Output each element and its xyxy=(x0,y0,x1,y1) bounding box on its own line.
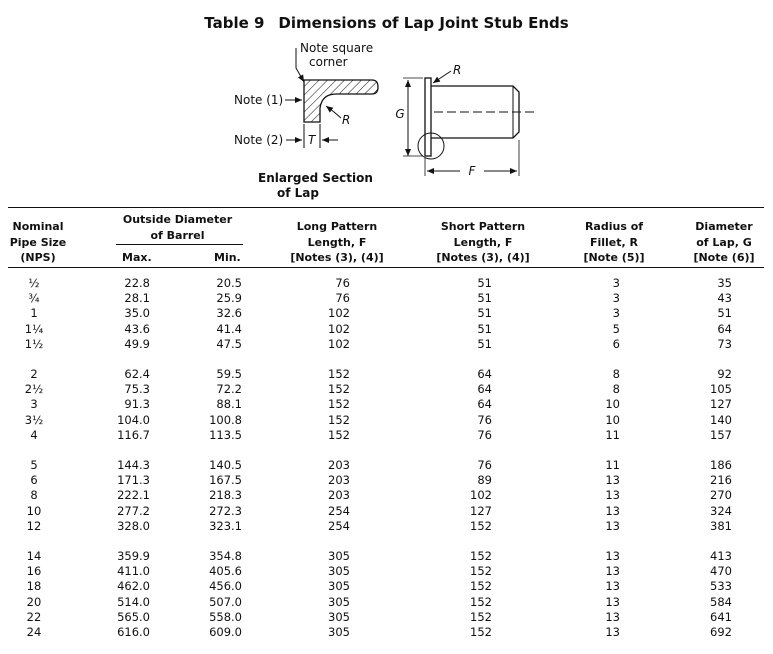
long-pattern-cell: 305 xyxy=(328,549,350,563)
od-max-cell: 411.0 xyxy=(117,564,150,579)
caption-line1: Enlarged Section xyxy=(258,171,373,185)
note-1-label: Note (1) xyxy=(234,93,284,107)
header-fillet-radius: Radius of Fillet, R [Note (5)] xyxy=(583,220,645,264)
od-group-rule xyxy=(116,244,243,245)
nps-cell: ¾ xyxy=(28,291,40,306)
nps-cell: 3½ xyxy=(24,412,44,427)
od-max-cell: 62.4 xyxy=(124,367,150,381)
header-lap-diameter: Diameter of Lap, G [Note (6)] xyxy=(693,220,755,264)
fillet-radius-cell: 3 xyxy=(612,276,620,290)
od-min-cell: 41.4 xyxy=(216,321,242,336)
short-pattern-cell: 127 xyxy=(470,503,492,518)
lap-diameter-g-label: G xyxy=(395,107,405,121)
long-pattern-cell: 305 xyxy=(328,625,350,639)
long-pattern-cell: 305 xyxy=(328,594,350,609)
table-title-text: Dimensions of Lap Joint Stub Ends xyxy=(278,14,569,32)
nps-cell: 8 xyxy=(30,488,38,503)
table-top-rule xyxy=(8,207,764,208)
nps-cell: 22 xyxy=(26,609,42,624)
nps-cell: 14 xyxy=(26,549,42,563)
short-pattern-cell: 51 xyxy=(477,336,492,351)
fillet-radius-cell: 3 xyxy=(612,291,620,306)
length-f-label: F xyxy=(468,164,476,178)
lap-diameter-cell: 470 xyxy=(710,564,732,579)
note-square-line1: Note square xyxy=(300,41,374,55)
nps-cell: 24 xyxy=(26,625,42,639)
od-min-cell: 59.5 xyxy=(216,367,242,381)
header-nps: Nominal Pipe Size (NPS) xyxy=(9,220,67,264)
fillet-radius-cell: 8 xyxy=(612,382,620,397)
thickness-t-label: T xyxy=(308,133,316,147)
lap-diameter-cell: 35 xyxy=(717,276,732,290)
long-pattern-cell: 305 xyxy=(328,609,350,624)
nps-cell: 2 xyxy=(30,367,38,381)
od-min-cell: 140.5 xyxy=(209,458,242,472)
fillet-radius-cell: 5 xyxy=(612,321,620,336)
short-pattern-cell: 152 xyxy=(470,518,492,533)
table-number: Table 9 xyxy=(204,14,265,32)
lap-diameter-cell: 51 xyxy=(717,306,732,321)
lap-diameter-cell: 64 xyxy=(717,321,732,336)
short-pattern-cell: 64 xyxy=(477,382,492,397)
od-max-cell: 144.3 xyxy=(117,458,150,472)
long-pattern-cell: 152 xyxy=(328,397,350,412)
lap-diameter-cell: 43 xyxy=(717,291,732,306)
long-pattern-cell: 203 xyxy=(328,458,350,472)
short-pattern-cell: 51 xyxy=(477,291,492,306)
fillet-radius-cell: 13 xyxy=(605,488,620,503)
lap-diameter-cell: 533 xyxy=(710,579,732,594)
fillet-radius-cell: 6 xyxy=(612,336,620,351)
od-max-cell: 616.0 xyxy=(117,625,150,639)
lap-diameter-cell: 692 xyxy=(710,625,732,639)
lap-diameter-cell: 324 xyxy=(710,503,732,518)
od-min-cell: 100.8 xyxy=(209,412,242,427)
short-pattern-cell: 76 xyxy=(477,458,492,472)
od-min-cell: 558.0 xyxy=(209,609,242,624)
od-min-cell: 218.3 xyxy=(209,488,242,503)
od-min-cell: 47.5 xyxy=(216,336,242,351)
header-od-group: Outside Diameter of Barrel xyxy=(122,213,233,242)
od-max-cell: 43.6 xyxy=(124,321,150,336)
od-min-cell: 25.9 xyxy=(216,291,242,306)
fillet-radius-cell: 10 xyxy=(605,397,620,412)
od-max-cell: 328.0 xyxy=(117,518,150,533)
short-pattern-cell: 51 xyxy=(477,306,492,321)
stub-end-figure xyxy=(0,0,773,210)
nps-cell: 1¼ xyxy=(24,321,44,336)
short-pattern-cell: 102 xyxy=(470,488,492,503)
long-pattern-cell: 76 xyxy=(335,276,350,290)
od-min-cell: 272.3 xyxy=(209,503,242,518)
fillet-radius-cell: 11 xyxy=(605,458,620,472)
short-pattern-cell: 89 xyxy=(477,473,492,488)
fillet-radius-cell: 11 xyxy=(605,427,620,442)
nps-cell: 20 xyxy=(26,594,42,609)
long-pattern-cell: 203 xyxy=(328,488,350,503)
note-2-label: Note (2) xyxy=(234,133,284,147)
header-od-min: Min. xyxy=(214,251,241,264)
od-max-cell: 104.0 xyxy=(117,412,150,427)
long-pattern-cell: 152 xyxy=(328,412,350,427)
short-pattern-cell: 64 xyxy=(477,397,492,412)
long-pattern-cell: 305 xyxy=(328,579,350,594)
od-max-cell: 277.2 xyxy=(117,503,150,518)
short-pattern-cell: 51 xyxy=(477,321,492,336)
caption-line2: of Lap xyxy=(277,186,319,200)
nps-cell: 4 xyxy=(30,427,38,442)
long-pattern-cell: 102 xyxy=(328,336,350,351)
fillet-radius-cell: 13 xyxy=(605,518,620,533)
short-pattern-cell: 152 xyxy=(470,609,492,624)
od-max-cell: 462.0 xyxy=(117,579,150,594)
fillet-radius-cell: 13 xyxy=(605,594,620,609)
long-pattern-cell: 305 xyxy=(328,564,350,579)
lap-diameter-cell: 186 xyxy=(710,458,732,472)
od-max-cell: 565.0 xyxy=(117,609,150,624)
od-min-cell: 88.1 xyxy=(216,397,242,412)
od-min-cell: 354.8 xyxy=(209,549,242,563)
od-max-cell: 116.7 xyxy=(117,427,150,442)
fillet-radius-cell: 13 xyxy=(605,564,620,579)
od-min-cell: 72.2 xyxy=(216,382,242,397)
nps-cell: 16 xyxy=(26,564,42,579)
lap-diameter-cell: 641 xyxy=(710,609,732,624)
fillet-radius-cell: 13 xyxy=(605,503,620,518)
short-pattern-cell: 64 xyxy=(477,367,492,381)
od-min-cell: 167.5 xyxy=(209,473,242,488)
fillet-radius-cell: 13 xyxy=(605,625,620,639)
od-min-cell: 20.5 xyxy=(216,276,242,290)
nps-cell: 1½ xyxy=(24,336,44,351)
radius-r-label: R xyxy=(453,63,462,77)
nps-cell: 10 xyxy=(26,503,42,518)
long-pattern-cell: 102 xyxy=(328,306,350,321)
short-pattern-cell: 76 xyxy=(477,427,492,442)
od-max-cell: 91.3 xyxy=(124,397,150,412)
od-min-cell: 405.6 xyxy=(209,564,242,579)
short-pattern-cell: 152 xyxy=(470,564,492,579)
short-pattern-cell: 76 xyxy=(477,412,492,427)
lap-diameter-cell: 73 xyxy=(717,336,732,351)
long-pattern-cell: 102 xyxy=(328,321,350,336)
long-pattern-cell: 254 xyxy=(328,503,350,518)
od-max-cell: 22.8 xyxy=(124,276,150,290)
od-max-cell: 49.9 xyxy=(124,336,150,351)
nps-cell: 5 xyxy=(30,458,38,472)
note-square-line2: corner xyxy=(309,55,348,69)
long-pattern-cell: 152 xyxy=(328,427,350,442)
lap-diameter-cell: 157 xyxy=(710,427,732,442)
od-max-cell: 75.3 xyxy=(124,382,150,397)
lap-diameter-cell: 105 xyxy=(710,382,732,397)
od-max-cell: 28.1 xyxy=(124,291,150,306)
nps-cell: 1 xyxy=(30,306,38,321)
header-short-pattern: Short Pattern Length, F [Notes (3), (4)] xyxy=(436,220,530,264)
lap-diameter-cell: 140 xyxy=(710,412,732,427)
fillet-radius-cell: 13 xyxy=(605,579,620,594)
od-min-cell: 456.0 xyxy=(209,579,242,594)
long-pattern-cell: 152 xyxy=(328,382,350,397)
lap-diameter-cell: 216 xyxy=(710,473,732,488)
lap-diameter-cell: 92 xyxy=(717,367,732,381)
od-max-cell: 514.0 xyxy=(117,594,150,609)
short-pattern-cell: 152 xyxy=(470,549,492,563)
lap-diameter-cell: 270 xyxy=(710,488,732,503)
nps-cell: 6 xyxy=(30,473,38,488)
lap-diameter-cell: 381 xyxy=(710,518,732,533)
long-pattern-cell: 76 xyxy=(335,291,350,306)
lap-diameter-cell: 584 xyxy=(710,594,732,609)
long-pattern-cell: 254 xyxy=(328,518,350,533)
fillet-radius-cell: 13 xyxy=(605,609,620,624)
short-pattern-cell: 152 xyxy=(470,625,492,639)
short-pattern-cell: 51 xyxy=(477,276,492,290)
nps-cell: 18 xyxy=(26,579,42,594)
od-max-cell: 35.0 xyxy=(124,306,150,321)
fillet-radius-cell: 13 xyxy=(605,473,620,488)
od-min-cell: 609.0 xyxy=(209,625,242,639)
fillet-radius-cell: 13 xyxy=(605,549,620,563)
od-max-cell: 222.1 xyxy=(117,488,150,503)
header-od-max: Max. xyxy=(122,251,152,264)
nps-cell: 12 xyxy=(26,518,42,533)
nps-cell: 2½ xyxy=(24,382,44,397)
od-min-cell: 507.0 xyxy=(209,594,242,609)
short-pattern-cell: 152 xyxy=(470,594,492,609)
od-min-cell: 323.1 xyxy=(209,518,242,533)
fillet-radius-cell: 10 xyxy=(605,412,620,427)
nps-cell: 3 xyxy=(30,397,38,412)
lap-diameter-cell: 127 xyxy=(710,397,732,412)
lap-diameter-cell: 413 xyxy=(710,549,732,563)
long-pattern-cell: 152 xyxy=(328,367,350,381)
fillet-radius-cell: 8 xyxy=(612,367,620,381)
od-max-cell: 359.9 xyxy=(117,549,150,563)
od-max-cell: 171.3 xyxy=(117,473,150,488)
fillet-r-label: R xyxy=(342,113,351,127)
header-long-pattern: Long Pattern Length, F [Notes (3), (4)] xyxy=(290,220,384,264)
od-min-cell: 32.6 xyxy=(216,306,242,321)
short-pattern-cell: 152 xyxy=(470,579,492,594)
long-pattern-cell: 203 xyxy=(328,473,350,488)
stub-end-profile-drawing xyxy=(403,71,535,176)
od-min-cell: 113.5 xyxy=(209,427,242,442)
nps-cell: ½ xyxy=(28,276,40,290)
table-header-rule xyxy=(8,267,764,268)
fillet-radius-cell: 3 xyxy=(612,306,620,321)
